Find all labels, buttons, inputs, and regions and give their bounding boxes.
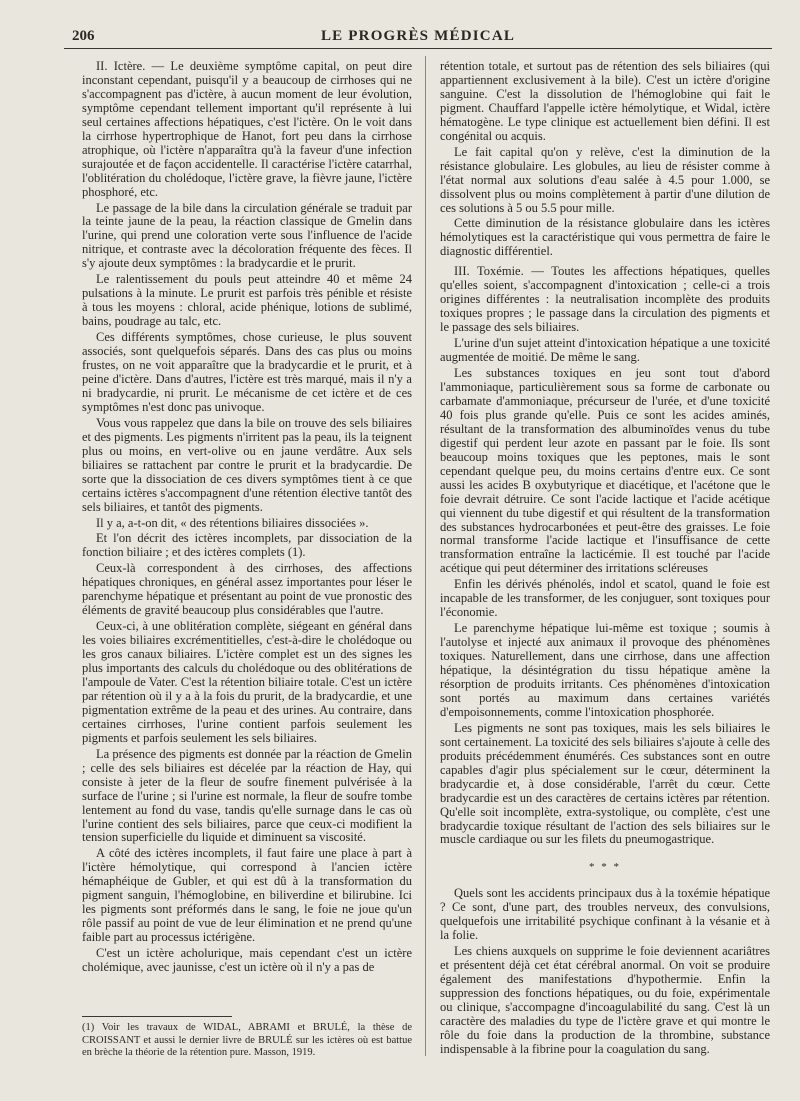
paragraph: Ceux-ci, à une oblitération complète, siégeant en général dans les voies biliaires excrémentitielles, c'est-à-dire le cholédoque ou les gros canaux biliaires. L'ictère complet est un des signes les plus importants des calculs du cholédoque ou des oblitérations de l'ampoule de Vater. C'est la rétention biliaire totale. C'est un ictère par rétention où il y a à la fois du prurit, de la bradycardie, et une pigmentation extrême de la peau et des urines. Au contraire, dans certaines cirrhoses, l'urine contient parfois seulement les pigments et parfois seulement les sels biliaires. [82, 619, 412, 745]
right-column [440, 60, 770, 1059]
paragraph: Le passage de la bile dans la circulation générale se traduit par la teinte jaune de la peau, la réaction classique de Gmelin dans l'urine, qui prend une coloration verte sous l'influence de l'acide nitrique, et contraste avec la décoloration fréquente des fèces. Il s'y ajoute deux symptômes : la bradycardie et le prurit. [82, 200, 412, 271]
paragraph: Quels sont les accidents principaux dus à la toxémie hépatique ? Ce sont, d'une part, des troubles nerveux, des convulsions, quelquefois une irritabilité psychique confinant à la vésanie et à la folie. [440, 886, 770, 943]
column-divider [425, 56, 426, 1056]
journal-title: LE PROGRÈS MÉDICAL [320, 28, 516, 44]
page-number: 206 [72, 28, 95, 44]
paragraph: La présence des pigments est donnée par la réaction de Gmelin ; celle des sels biliaires est décelée par la réaction de Hay, qui consiste à jeter de la fleur de soufre finement pulvérisée à la surface de l'urine ; si l'urine est normale, la fleur de soufre tombe lentement au fond du vase, tandis qu'elle surnage dans le cas où l'urine contient des sels biliaires, parce que ceux-ci modifient la tension superficielle du liquide et diminuent sa viscosité. [82, 746, 412, 845]
paragraph: Ces différents symptômes, chose curieuse, le plus souvent associés, sont quelquefois séparés. Dans des cas plus ou moins frustes, on ne voit apparaître que la bradycardie et le prurit, et à peine d'ictère. Dans d'autres, l'ictère est très marqué, mais il n'y a ni bradycardie, ni prurit. Le mécanisme de cet ictère et de ces symptômes n'est donc pas univoque. [82, 330, 412, 414]
paragraph: Vous vous rappelez que dans la bile on trouve des sels biliaires et des pigments. Les pigments n'irritent pas la peau, ils la teignent plus ou moins, en vert-olive ou en jaune verdâtre. Aux sels biliaires se rattachent par contre le prurit et la bradycardie. De sorte que la dissociation de ces divers symptômes tient à ce que certains ictères s'accompagnent d'une rétention élective tantôt des sels biliaires, et tantôt des pigments. [82, 415, 412, 514]
paragraph: rétention totale, et surtout pas de rétention des sels biliaires (qui appartiennent exclusivement à la bile). C'est un ictère d'origine sanguine. C'est la dissolution de l'hémoglobine qui fait le pigment. Chauffard l'appelle ictère hémolytique, et Widal, ictère hématogène. Le type clinique est actuellement bien défini. Il est congénital ou acquis. [440, 59, 770, 143]
paragraph: Les substances toxiques en jeu sont tout d'abord l'ammoniaque, particulièrement sous sa forme de carbonate ou carbamate d'ammoniaque, précurseur de l'urée, et d'une toxicité 40 fois plus grande qu'elle. Puis ce sont les acides aminés, résultant de la transformation des albuminoïdes venus du tube digestif qui perdent leur azote en passant par le foie. Ils sont beaucoup moins toxiques que les peptones, mais le sont cependant quelque peu, du moins certains d'entre eux. Ce sont aussi les acides B oxybutyrique et diacétique, et l'acétone que le foie devrait détruire. Ce sont l'acide lactique et l'acide acétique qui viennent du tube digestif et qui résultent de la transformation des substances hydrocarbonées et peut-être des graisses. Le foie normal transforme l'acide lactique et l'insuffisance de cette transformation entraîne la lacticémie. Il est touché par l'acide acétique qui peut déterminer des irritations scléreuses [440, 366, 770, 576]
left-column [82, 60, 412, 977]
paragraph: Il y a, a-t-on dit, « des rétentions biliaires dissociées ». [96, 515, 369, 530]
paragraph-icterus: II. Ictère. — Le deuxième symptôme capital, on peut dire inconstant cependant, puisqu'il y a beaucoup de cirrhoses qui ne s'accompagnent pas d'ictère, à aucun moment de leur évolution, symptôme cependant tellement important qu'il représente à lui seul certaines affections hépatiques, c'est l'ictère. On le voit dans la cirrhose hypertrophique de Hanot, fort peu dans la cirrhose atrophique, où l'ictère n'apparaîtra qu'à la faveur d'une infection surajoutée et de façon accidentelle. Il caractérise l'ictère catarrhal, l'oblitération du cholédoque, l'ictère grave, la fièvre jaune, l'ictère phosphoré, etc. [82, 59, 412, 199]
paragraph: A côté des ictères incomplets, il faut faire une place à part à l'ictère hémolytique, qui correspond à l'ancien ictère hémaphéique de Gubler, et qui est dû à la transformation du pigment sanguin, l'hémoglobine, en biliverdine et bilirubine. Ici les pigments sont préformés dans le sang, le foie ne joue qu'un rôle passif au point de vue de leur élimination et ne prend qu'une faible part au processus ictérigène. [82, 846, 412, 945]
paragraph: Le parenchyme hépatique lui-même est toxique ; soumis à l'autolyse et injecté aux animaux il provoque des phénomènes toxiques. Naturellement, dans une cirrhose, dans une affection hépatique, la désintégration du tissu hépatique amène la résorption de produits irritants. Ces phénomènes d'intoxication sont portés au maximum dans certaines variétés d'empoisonnements, comme l'intoxication phosphorée. [440, 621, 770, 719]
paragraph: Les chiens auxquels on supprime le foie deviennent acariâtres et présentent déjà cet état cérébral anormal. On voit se produire également des manifestations d'hypothermie. Enfin la suppression des fonctions hépatiques, ou du foie, expérimentale ou clinique, s'accompagne d'incoagulabilité du sang. C'est là un caractère des maladies du type de l'ictère grave et qui montre le rôle du foie dans la production de la thrombine, substance indispensable à la fibrine pour la coagulation du sang. [440, 944, 770, 1056]
paragraph: C'est un ictère acholurique, mais cependant c'est un ictère cholémique, avec jaunisse, c'est un ictère où il n'y a pas de [82, 946, 412, 975]
footnote: (1) Voir les travaux de WIDAL, ABRAMI et BRULÉ, la thèse de CROISSANT et aussi le dernier livre de BRULÉ sur les ictères où est battue en brèche la théorie de la rétention pure. Masson, 1919. [82, 1022, 412, 1058]
paragraph: Et l'on décrit des ictères incomplets, par dissociation de la fonction biliaire ; et des ictères complets (1). [82, 531, 412, 560]
header-rule [64, 48, 772, 49]
paragraph: Les pigments ne sont pas toxiques, mais les sels biliaires le sont certainement. La toxicité des sels biliaires s'ajoute à celle des produits précédemment énumérés. Ces substances sont en outre capables d'agir plus spécialement sur le cœur, déterminent la bradycardie et, à dose considérable, l'arrêt du cœur. Cette bradycardie est un des caractères de certains ictères par rétention. Qu'elle soit incomplète, extra-systolique, ou complète, c'est une bradycardie toxique résultant de l'action des sels biliaires sur le muscle cardiaque ou sur les filets du pneumogastrique. [440, 720, 770, 847]
paragraph: Le fait capital qu'on y relève, c'est la diminution de la résistance globulaire. Les globules, au lieu de résister comme à l'état normal aux solutions d'eau salée à 4.5 pour 1.000, se dissolvent plus ou moins complètement à partir d'une dilution de ces solutions à 5 ou 5.5 pour mille. [440, 144, 770, 215]
paragraph: Ceux-là correspondent à des cirrhoses, des affections hépatiques chroniques, en général assez importantes pour léser le parenchyme hépatique et présentant au point de vue pronostic des éléments de gravité beaucoup plus considérables que l'autre. [82, 561, 412, 618]
page-header [64, 26, 772, 48]
asterism-separator: * * * [589, 861, 621, 874]
footnote-rule [82, 1016, 232, 1017]
paragraph: Le ralentissement du pouls peut atteindre 40 et même 24 pulsations à la minute. Le prurit est parfois très pénible et résiste à tous les moyens : chloral, acide phénique, lotions de sublimé, bains, poudrage au talc, etc. [82, 272, 412, 329]
paragraph: Cette diminution de la résistance globulaire dans les ictères hémolytiques est la caractéristique qui vous permettra de faire le diagnostic différentiel. [440, 216, 770, 259]
paragraph-toxemia: III. Toxémie. — Toutes les affections hépatiques, quelles qu'elles soient, s'accompagnent d'intoxication ; celle-ci a trois origines différentes : la neutralisation incomplète des produits toxiques propres ; le passage dans la circulation des pigments et le passage des sels biliaires. [440, 264, 770, 335]
paragraph: Enfin les dérivés phénolés, indol et scatol, quand le foie est incapable de les transformer, de les conjuguer, sont toxiques pour l'économie. [440, 577, 770, 620]
paragraph: L'urine d'un sujet atteint d'intoxication hépatique a une toxicité augmentée de moitié. De même le sang. [440, 336, 770, 365]
